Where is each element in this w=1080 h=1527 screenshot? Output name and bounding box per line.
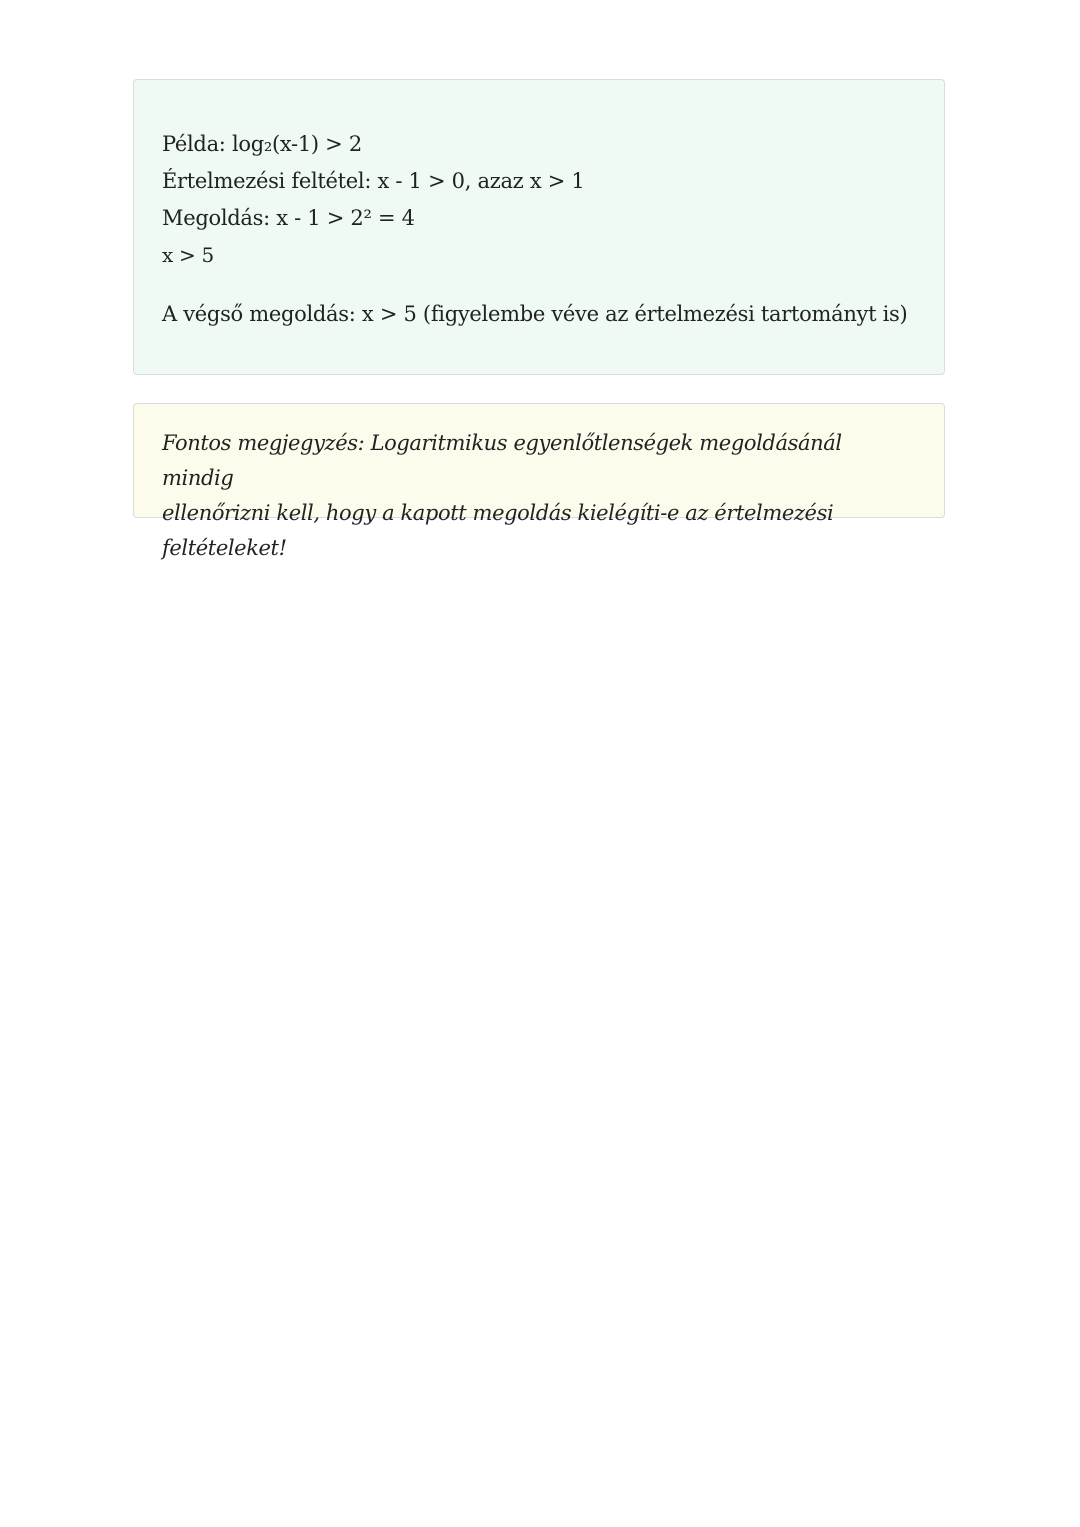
solution-step: Megoldás: x - 1 > 2² = 4 [162,206,415,230]
note-line-1: Fontos megjegyzés: Logaritmikus egyenlőtlenségek megoldásánál mindig [162,431,842,490]
domain-condition: Értelmezési feltétel: x - 1 > 0, azaz x > 1 [162,169,585,193]
important-note-box [133,403,945,560]
example-box [133,79,945,375]
note-line-2: ellenőrizni kell, hogy a kapott megoldás kielégíti-e az értelmezési feltételeket! [162,501,834,560]
solution-result: x > 5 [162,243,214,267]
final-solution: A végső megoldás: x > 5 (figyelembe véve az értelmezési tartományt is) [162,302,908,326]
spacer [162,274,916,296]
example-title: Példa: log₂(x-1) > 2 [162,132,362,156]
